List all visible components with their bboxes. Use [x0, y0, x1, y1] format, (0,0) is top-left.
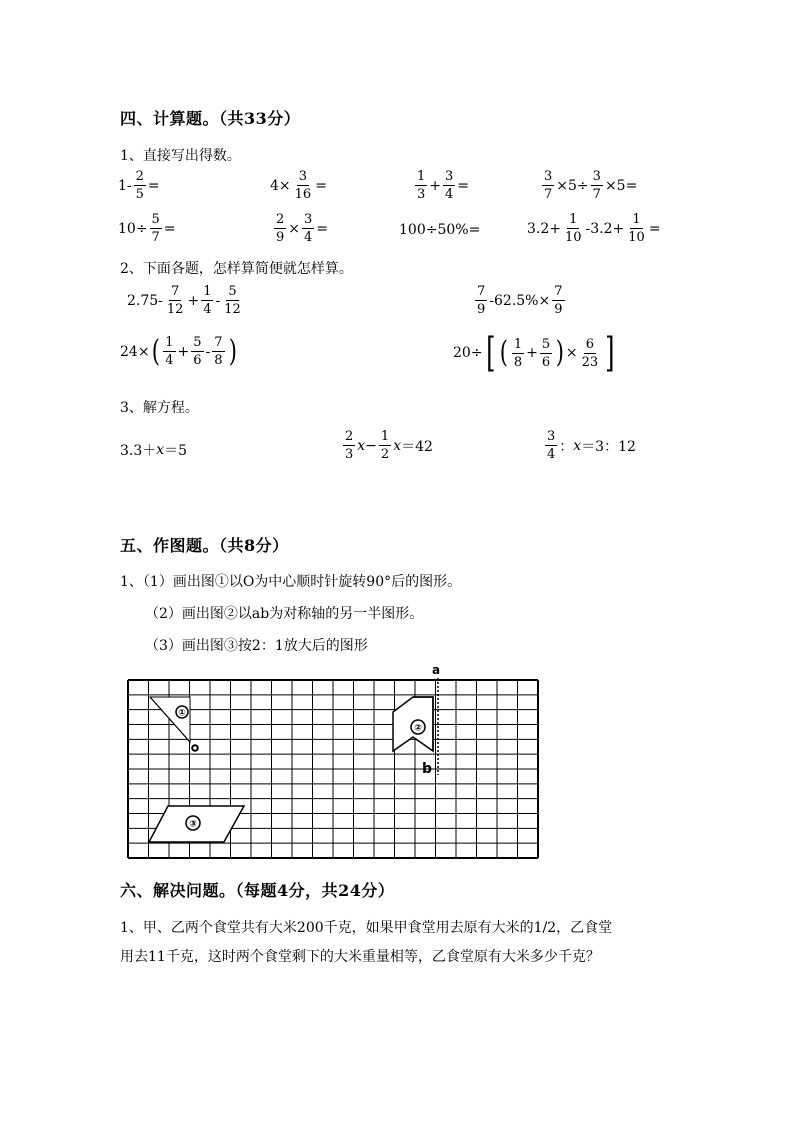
center-o-marker [192, 745, 198, 751]
q3-title: 3、解方程。 [120, 400, 199, 416]
calc-2-1 [118, 213, 176, 244]
fraction: $\frac{5}{6}$ [541, 336, 551, 370]
text: 20÷ [453, 345, 483, 361]
fraction: $\frac{5}{7}$ [151, 212, 160, 245]
drawing-task-3: （3）画出图③按2：1放大后的图形 [145, 638, 368, 654]
fraction: $\frac{1}{4}$ [165, 335, 174, 368]
fraction: $\frac{7}{9}$ [477, 284, 486, 317]
text: − [365, 437, 377, 454]
label-a: a [431, 663, 441, 677]
figure-2-label: ② [414, 723, 422, 734]
calc-2-2 [272, 213, 328, 244]
fraction: $\frac{3}{4}$ [547, 429, 556, 462]
fraction: $\frac{2}{5}$ [135, 169, 144, 202]
text: = [163, 220, 176, 237]
section4-title: 四、计算题。（共33分） [120, 109, 301, 128]
simplify-4 [453, 330, 618, 376]
fraction: $\frac{1}{2}$ [380, 429, 390, 462]
simplify-3 [120, 333, 238, 369]
text: -62.5%× [489, 292, 551, 309]
paren: ) [228, 333, 237, 369]
fraction: $\frac{7}{12}$ [166, 284, 184, 317]
fraction: $\frac{7}{9}$ [554, 284, 563, 317]
text: + [526, 345, 538, 361]
fraction: $\frac{1}{4}$ [203, 284, 212, 317]
text: = [315, 177, 327, 194]
paren: ( [151, 333, 160, 369]
text: 1- [118, 177, 132, 194]
fraction: $\frac{5}{12}$ [224, 284, 241, 317]
fraction: $\frac{3}{7}$ [544, 169, 553, 202]
fraction: $\frac{5}{6}$ [193, 335, 202, 368]
fraction: $\frac{3}{7}$ [592, 169, 601, 202]
figure-3-label: ③ [189, 819, 197, 830]
calc-1-1 [118, 170, 160, 201]
fraction: $\frac{7}{8}$ [214, 335, 223, 368]
text: ＝42 [401, 438, 433, 455]
fraction: $\frac{3}{4}$ [304, 212, 313, 245]
text: - [215, 292, 221, 309]
bracket: ] [605, 330, 615, 376]
calc-1-4 [540, 170, 637, 201]
problem-1-line1: 1、甲、乙两个食堂共有大米200千克，如果甲食堂用去原有大米的1/2，乙食堂 [120, 920, 613, 936]
text: ＝3：12 [581, 438, 636, 455]
label-b: b [421, 761, 433, 777]
equation-2 [341, 430, 433, 461]
text: = [316, 220, 329, 237]
text: ×5= [604, 177, 638, 194]
section5-title: 五、作图题。（共8分） [120, 536, 289, 555]
fraction: $\frac{1}{10}$ [628, 212, 645, 245]
calc-2-4 [527, 213, 661, 244]
text: = [147, 177, 160, 194]
q2-title: 2、下面各题，怎样算简便就怎样算。 [120, 261, 353, 277]
text: 100÷50%= [399, 222, 481, 238]
fraction: $\frac{6}{23}$ [581, 336, 599, 370]
variable: x [573, 437, 582, 454]
fraction: $\frac{1}{3}$ [417, 169, 426, 202]
text: ＝5 [164, 443, 188, 459]
text: + [429, 177, 442, 194]
text: 4× [270, 177, 291, 194]
text: - [205, 343, 211, 360]
fraction: $\frac{3}{4}$ [445, 169, 454, 202]
text: ×5÷ [556, 177, 589, 194]
text: -3.2+ [585, 220, 625, 237]
text: 3.3＋ [120, 443, 157, 459]
text: 24× [120, 343, 150, 360]
figure-1-label: ① [178, 708, 186, 719]
fraction: $\frac{1}{8}$ [513, 336, 523, 370]
fraction: $\frac{2}{3}$ [345, 429, 354, 462]
text: = [648, 220, 661, 237]
simplify-2 [473, 285, 567, 316]
fraction: $\frac{3}{16}$ [294, 169, 312, 202]
q1-title: 1、直接写出得数。 [120, 148, 241, 164]
calc-2-3 [399, 222, 480, 238]
simplify-1 [127, 285, 245, 316]
variable: x [357, 437, 366, 454]
section6-title: 六、解决问题。（每题4分，共24分） [120, 881, 395, 900]
paren: ( [499, 335, 509, 370]
text: + [177, 343, 190, 360]
problem-1-line2: 用去11千克，这时两个食堂剩下的大米重量相等，乙食堂原有大米多少千克？ [120, 949, 600, 965]
variable: x [156, 442, 165, 458]
text: = [457, 177, 470, 194]
fraction: $\frac{1}{10}$ [565, 212, 582, 245]
fraction: $\frac{2}{9}$ [276, 212, 285, 245]
bracket: [ [485, 330, 496, 376]
text: + [187, 292, 200, 309]
text: 3.2+ [527, 220, 561, 237]
text: ： [559, 438, 574, 455]
variable: x [393, 437, 402, 454]
equation-1 [120, 440, 187, 460]
calc-1-2 [270, 170, 327, 201]
drawing-grid [120, 660, 540, 862]
equation-3 [543, 430, 636, 461]
text: × [288, 220, 301, 237]
text: 2.75- [127, 292, 163, 309]
drawing-task-1: 1、（1）画出图①以O为中心顺时针旋转90°后的图形。 [120, 574, 462, 590]
paren: ) [555, 335, 565, 370]
calc-1-3 [413, 170, 469, 201]
text: × [565, 345, 578, 361]
drawing-task-2: （2）画出图②以ab为对称轴的另一半图形。 [145, 606, 424, 622]
text: 10÷ [118, 220, 148, 237]
